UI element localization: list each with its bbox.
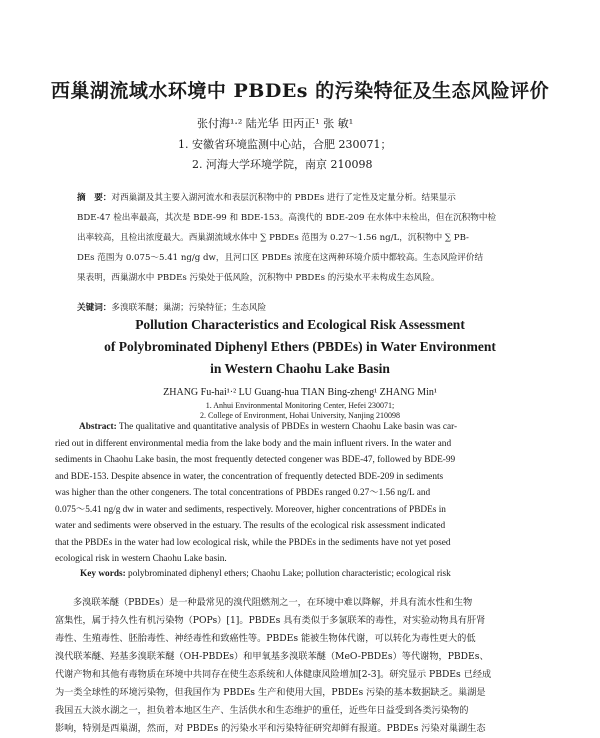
- abstract-cn-line: 果表明，西巢湖水中 PBDEs 污染处于低风险，沉积物中 PBDEs 的污染水平未构成生态风险。: [77, 273, 440, 283]
- keywords-cn-label: 关键词：: [77, 303, 112, 313]
- body-line: 为一类全球性的环境污染物，但我国作为 PBDEs 生产和使用大国，PBDEs 污染的基本数据缺乏。巢湖是: [55, 687, 486, 698]
- keywords-cn-text: 多溴联苯醚；巢湖；污染特征；生态风险: [111, 303, 267, 313]
- abstract-en-line: that the PBDEs in the water had low ecological risk, while the PBDEs in the sediments have not yet posed: [55, 537, 451, 548]
- abstract-en-label: Abstract:: [79, 422, 117, 432]
- abstract-en-line: Abstract: The qualitative and quantitative analysis of PBDEs in western Chaohu Lake basin was car-: [79, 422, 458, 432]
- affiliation-en-1: 1. Anhui Environmental Monitoring Center, Hefei 230071;: [205, 401, 395, 410]
- abstract-cn-line: DEs 范围为 0.075～5.41 ng/g dw，且河口区 PBDEs 浓度在这两种环境介质中都较高。生态风险评价结: [77, 253, 484, 263]
- affiliation-en-2: 2. College of Environment, Hohai University, Nanjing 210098: [200, 411, 400, 420]
- keywords-en-text: polybrominated diphenyl ethers; Chaohu Lake; pollution characteristic; ecological risk: [128, 569, 451, 579]
- abstract-cn-line: 出率较高，且检出浓度最大。西巢湖流域水体中 ∑ PBDEs 范围为 0.27～1.56 ng/L，沉积物中 ∑ PB-: [77, 233, 469, 243]
- abstract-cn-line: 摘 要：对西巢湖及其主要入湖河流水和表层沉积物中的 PBDEs 进行了定性及定量分析。结果显示: [77, 193, 456, 203]
- abstract-en-line: ecological risk in western Chaohu Lake basin.: [55, 554, 227, 564]
- body-line: 代谢产物和其他有毒物质在环境中共同存在使生态系统和人体健康风险增加[2-3]。研究显示 PBDEs 已经成: [55, 669, 492, 680]
- abstract-en-line: was higher than the other congeners. The total concentrations of PBDEs ranged 0.27～1.56 ng/L and: [55, 488, 431, 498]
- abstract-cn: [77, 188, 547, 288]
- affiliation-cn-2: 2. 河海大学环境学院，南京 210098: [192, 158, 373, 171]
- abstract-en-line: 0.075～5.41 ng/g dw in water and sediments, respectively. Moreover, higher concentrations of PBDEs in: [55, 504, 446, 515]
- body-line: 影响，特别是西巢湖，然而，对 PBDEs 的污染水平和污染特征研究却鲜有报道。PBDEs 污染对巢湖生态: [55, 723, 486, 734]
- abstract-en: [55, 419, 545, 568]
- keywords-cn: [77, 301, 266, 313]
- abstract-cn-label: 摘 要：: [77, 193, 112, 203]
- abstract-cn-line: BDE-47 检出率最高，其次是 BDE-99 和 BDE-153。高溴代的 BDE-209 在水体中未检出，但在沉积物中检: [77, 213, 497, 223]
- body-line: 毒性、生殖毒性、胚胎毒性、神经毒性和致癌性等。PBDEs 能被生物体代谢，可以转化为毒性更大的低: [55, 633, 476, 644]
- title-en-line-2: of Polybrominated Diphenyl Ethers (PBDEs) in Water Environment: [104, 339, 496, 354]
- authors-cn: 张付海¹·² 陆光华 田丙正¹ 张 敏¹: [197, 117, 354, 130]
- body-line: 富集性，属于持久性有机污染物（POPs）[1]。PBDEs 具有类似于多氯联苯的毒性，对实验动物具有肝肾: [55, 615, 486, 626]
- title-en-line-1: Pollution Characteristics and Ecological Risk Assessment: [135, 317, 465, 332]
- title-en-line-3: in Western Chaohu Lake Basin: [210, 361, 390, 376]
- body-line: 我国五大淡水湖之一，担负着本地区生产、生活供水和生态维护的重任，近些年日益受到各类污染物的: [55, 705, 469, 716]
- body-text: [55, 594, 550, 738]
- body-line: 溴代联苯醚、羟基多溴联苯醚（OH-PBDEs）和甲氧基多溴联苯醚（MeO-PBDEs）等代谢物，PBDEs、: [55, 651, 489, 662]
- authors-en: ZHANG Fu-hai¹·² LU Guang-hua TIAN Bing-zheng¹ ZHANG Min¹: [163, 387, 437, 398]
- body-line: 多溴联苯醚（PBDEs）是一种最常见的溴代阻燃剂之一，在环境中难以降解，并具有流水性和生物: [73, 597, 473, 608]
- affiliation-cn-1: 1. 安徽省环境监测中心站，合肥 230071；: [178, 138, 392, 151]
- abstract-en-line: ried out in different environmental media from the lake body and the main influent rivers. In the water and: [55, 438, 452, 449]
- keywords-en: [80, 569, 451, 579]
- abstract-en-line: sediments in Chaohu Lake basin, the most frequently detected congener was BDE-47, followed by BDE-99: [55, 455, 456, 465]
- page-title: 西巢湖流域水环境中 PBDEs 的污染特征及生态风险评价: [50, 80, 550, 102]
- abstract-en-line: water and sediments were observed in the estuary. The results of the ecological risk assessment indicated: [55, 521, 446, 531]
- keywords-en-label: Key words:: [80, 569, 126, 579]
- abstract-en-line: and BDE-153. Despite absence in water, the concentration of frequently detected BDE-209 in sediments: [55, 471, 444, 482]
